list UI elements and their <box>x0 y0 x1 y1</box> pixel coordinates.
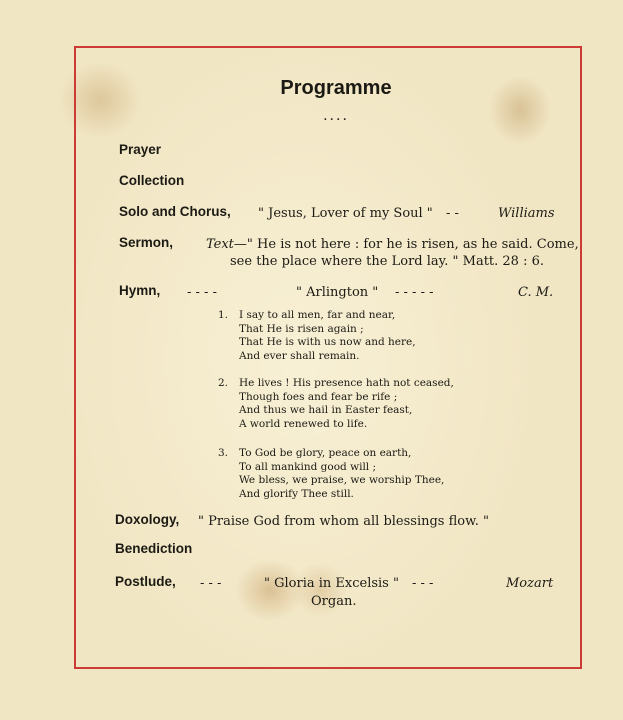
verse-block <box>239 309 416 363</box>
verse-block <box>239 377 454 431</box>
verse-number: 2. <box>218 377 229 389</box>
verse-line: We bless, we praise, we worship Thee, <box>239 474 445 486</box>
verse-line: That He is with us now and here, <box>239 336 416 348</box>
postlude-piece: " Gloria in Excelsis " <box>264 576 399 591</box>
hymn-meter: C. M. <box>518 285 554 300</box>
verse-line: That He is risen again ; <box>239 322 364 335</box>
sermon-text-word: Text <box>206 237 234 252</box>
postlude-note: Organ. <box>311 594 357 609</box>
sermon-line-2: see the place where the Lord lay. " Matt. 28 : 6. <box>230 254 544 269</box>
verse-block <box>239 447 444 501</box>
verse-line: He lives ! His presence hath not ceased, <box>239 377 454 389</box>
verse-line: And ever shall remain. <box>239 349 360 362</box>
verse-number: 3. <box>218 447 229 459</box>
hymn-label: Hymn, <box>119 283 161 298</box>
sermon-quote-1: —" He is not here : for he is risen, as he said. Come, <box>233 237 579 252</box>
page-title: Programme <box>280 77 392 99</box>
title-ornament-dots: .... <box>323 108 349 124</box>
postlude-dashes-left: - - - <box>200 576 222 591</box>
doxology-label: Doxology, <box>115 512 180 527</box>
postlude-composer: Mozart <box>506 576 554 591</box>
sermon-label: Sermon, <box>119 235 174 250</box>
collection-label: Collection <box>119 173 185 188</box>
prayer-label: Prayer <box>119 142 162 157</box>
solo-composer: Williams <box>498 206 555 221</box>
postlude-label: Postlude, <box>115 574 176 589</box>
verse-line: A world renewed to life. <box>239 417 368 430</box>
sermon-line-1 <box>206 237 579 252</box>
doxology-text: " Praise God from whom all blessings flow. " <box>198 514 489 529</box>
solo-piece: " Jesus, Lover of my Soul " <box>258 206 433 221</box>
hymn-tune: " Arlington " <box>296 285 379 300</box>
verse-line: Though foes and fear be rife ; <box>239 390 398 403</box>
verse-line: And glorify Thee still. <box>239 487 354 500</box>
verse-number: 1. <box>218 309 229 321</box>
verse-line: To all mankind good will ; <box>239 460 377 473</box>
benediction-label: Benediction <box>115 541 193 556</box>
verse-line: I say to all men, far and near, <box>239 309 396 321</box>
verse-line: And thus we hail in Easter feast, <box>239 404 413 416</box>
postlude-dashes-right: - - - <box>412 576 434 591</box>
hymn-dashes-left: - - - - <box>187 285 217 300</box>
solo-dashes: - - <box>446 206 459 221</box>
solo-label: Solo and Chorus, <box>119 204 231 219</box>
verse-line: To God be glory, peace on earth, <box>239 447 412 459</box>
hymn-dashes-right: - - - - - <box>395 285 434 300</box>
